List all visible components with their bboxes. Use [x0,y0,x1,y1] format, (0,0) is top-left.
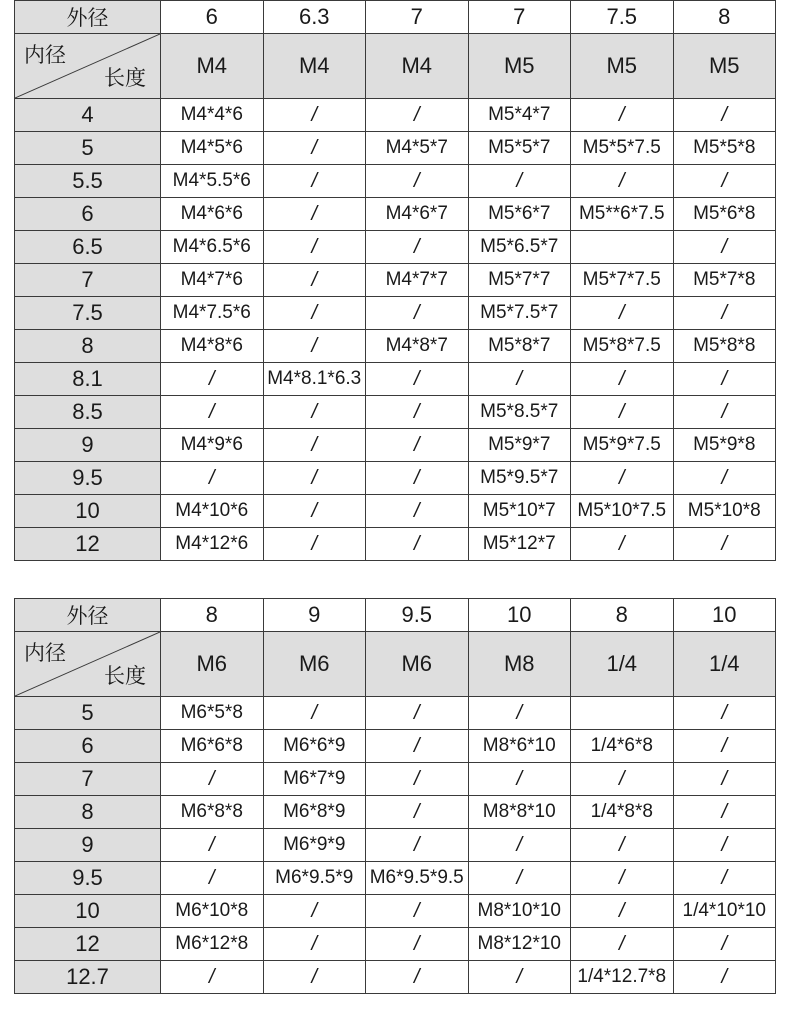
part-number-cell: M4*8*6 [161,330,264,363]
unavailable-cell: / [263,697,366,730]
outer-diameter-label: 外径 [15,1,161,34]
table-row [15,363,776,396]
length-value: 6 [15,198,161,231]
length-value: 9 [15,429,161,462]
unavailable-cell: / [673,961,776,994]
outer-diameter-value: 7.5 [571,1,674,34]
unavailable-cell: / [673,462,776,495]
thread-value: M4 [366,34,469,99]
table-row [15,961,776,994]
unavailable-cell: / [571,528,674,561]
unavailable-cell: / [571,895,674,928]
outer-diameter-value: 6.3 [263,1,366,34]
table-row [15,928,776,961]
outer-diameter-value: 8 [571,599,674,632]
length-value: 12 [15,928,161,961]
table-row [15,495,776,528]
thread-value: M4 [161,34,264,99]
unavailable-cell: / [263,198,366,231]
unavailable-cell: / [263,165,366,198]
outer-diameter-value: 8 [161,599,264,632]
unavailable-cell: / [673,829,776,862]
table-row [15,297,776,330]
table-row [15,697,776,730]
length-value: 10 [15,895,161,928]
part-number-cell: M8*12*10 [468,928,571,961]
part-number-cell: M4*12*6 [161,528,264,561]
thread-row [15,632,776,697]
unavailable-cell: / [366,363,469,396]
part-number-cell: M4*7.5*6 [161,297,264,330]
unavailable-cell: / [263,99,366,132]
unavailable-cell: / [673,297,776,330]
unavailable-cell: / [673,928,776,961]
unavailable-cell: / [366,928,469,961]
unavailable-cell: / [366,429,469,462]
part-number-cell: M6*8*9 [263,796,366,829]
table-row [15,198,776,231]
unavailable-cell: / [673,231,776,264]
thread-value: M5 [571,34,674,99]
unavailable-cell: / [161,363,264,396]
part-number-cell: M4*9*6 [161,429,264,462]
unavailable-cell: / [263,396,366,429]
part-number-cell: M5*10*8 [673,495,776,528]
outer-diameter-value: 9 [263,599,366,632]
thread-value: M6 [366,632,469,697]
thread-value: 1/4 [571,632,674,697]
unavailable-cell: / [366,231,469,264]
table-row [15,730,776,763]
part-number-cell: M6*9.5*9.5 [366,862,469,895]
part-number-cell: M5*6*8 [673,198,776,231]
part-number-cell: M5*12*7 [468,528,571,561]
unavailable-cell: / [366,297,469,330]
part-number-cell: M8*10*10 [468,895,571,928]
part-number-cell: M4*6*7 [366,198,469,231]
part-number-cell: M4*10*6 [161,495,264,528]
unavailable-cell: / [571,165,674,198]
length-value: 12.7 [15,961,161,994]
part-number-cell: M5*5*8 [673,132,776,165]
part-number-cell: M4*5*7 [366,132,469,165]
unavailable-cell: / [263,132,366,165]
unavailable-cell: / [161,396,264,429]
part-number-cell: M5*4*7 [468,99,571,132]
part-number-cell: 1/4*12.7*8 [571,961,674,994]
unavailable-cell: / [263,330,366,363]
part-number-cell: M6*5*8 [161,697,264,730]
thread-value: M8 [468,632,571,697]
part-number-cell: M4*4*6 [161,99,264,132]
part-number-cell: M6*8*8 [161,796,264,829]
unavailable-cell: / [366,99,469,132]
length-value: 5.5 [15,165,161,198]
part-number-cell: M6*6*8 [161,730,264,763]
table-row [15,429,776,462]
thread-value: M4 [263,34,366,99]
unavailable-cell: / [571,763,674,796]
part-number-cell: M8*8*10 [468,796,571,829]
length-label: 长度 [104,67,146,90]
part-number-cell: M5*5*7.5 [571,132,674,165]
table-row [15,132,776,165]
table-row [15,796,776,829]
unavailable-cell: / [161,763,264,796]
part-number-cell: M5*9*8 [673,429,776,462]
part-number-cell: M5*7*7 [468,264,571,297]
part-number-cell: 1/4*6*8 [571,730,674,763]
part-number-cell: M4*7*6 [161,264,264,297]
unavailable-cell: / [468,961,571,994]
thread-value: 1/4 [673,632,776,697]
outer-diameter-value: 7 [366,1,469,34]
part-number-cell: M5*6*7 [468,198,571,231]
part-number-cell: M4*8.1*6.3 [263,363,366,396]
thread-value: M5 [673,34,776,99]
unavailable-cell: / [571,396,674,429]
unavailable-cell: / [673,763,776,796]
table-row [15,829,776,862]
unavailable-cell: / [366,961,469,994]
unavailable-cell: / [263,528,366,561]
part-number-cell: M6*12*8 [161,928,264,961]
outer-diameter-value: 9.5 [366,599,469,632]
unavailable-cell: / [673,363,776,396]
unavailable-cell: / [366,796,469,829]
length-value: 9.5 [15,862,161,895]
empty-cell [571,697,674,730]
unavailable-cell: / [366,763,469,796]
unavailable-cell: / [263,429,366,462]
unavailable-cell: / [571,862,674,895]
unavailable-cell: / [366,697,469,730]
unavailable-cell: / [468,165,571,198]
unavailable-cell: / [468,763,571,796]
length-value: 8.1 [15,363,161,396]
length-value: 4 [15,99,161,132]
unavailable-cell: / [161,462,264,495]
part-number-cell: M4*5*6 [161,132,264,165]
length-value: 8 [15,330,161,363]
length-value: 6.5 [15,231,161,264]
table-row [15,763,776,796]
unavailable-cell: / [673,99,776,132]
length-value: 6 [15,730,161,763]
part-number-cell: M5*6.5*7 [468,231,571,264]
unavailable-cell: / [263,264,366,297]
part-number-cell: M8*6*10 [468,730,571,763]
outer-diameter-value: 8 [673,1,776,34]
unavailable-cell: / [468,862,571,895]
part-number-cell: M5*7.5*7 [468,297,571,330]
part-number-cell: 1/4*10*10 [673,895,776,928]
thread-value: M6 [263,632,366,697]
diagonal-header-cell [15,632,161,697]
diagonal-header-cell [15,34,161,99]
part-number-cell: M5*7*7.5 [571,264,674,297]
length-value: 7 [15,763,161,796]
unavailable-cell: / [263,495,366,528]
part-number-cell: M4*8*7 [366,330,469,363]
table-row [15,165,776,198]
thread-row [15,34,776,99]
unavailable-cell: / [673,796,776,829]
unavailable-cell: / [673,396,776,429]
length-value: 12 [15,528,161,561]
part-number-cell: M5*7*8 [673,264,776,297]
table-row [15,264,776,297]
part-number-cell: M5*10*7.5 [571,495,674,528]
unavailable-cell: / [263,462,366,495]
outer-diameter-value: 6 [161,1,264,34]
unavailable-cell: / [366,462,469,495]
unavailable-cell: / [366,396,469,429]
unavailable-cell: / [263,928,366,961]
length-label: 长度 [104,665,146,688]
part-number-cell: M5**6*7.5 [571,198,674,231]
unavailable-cell: / [673,862,776,895]
unavailable-cell: / [571,829,674,862]
part-number-cell: M5*8*7 [468,330,571,363]
length-value: 9.5 [15,462,161,495]
table-row [15,862,776,895]
length-value: 5 [15,132,161,165]
unavailable-cell: / [571,363,674,396]
part-number-cell: M6*10*8 [161,895,264,928]
unavailable-cell: / [161,829,264,862]
outer-diameter-row [15,1,776,34]
unavailable-cell: / [571,928,674,961]
spec-table-1-body [15,1,776,561]
unavailable-cell: / [263,895,366,928]
outer-diameter-value: 10 [673,599,776,632]
table-row [15,396,776,429]
unavailable-cell: / [263,961,366,994]
length-value: 7 [15,264,161,297]
table-row [15,528,776,561]
table-row [15,231,776,264]
unavailable-cell: / [673,528,776,561]
unavailable-cell: / [263,297,366,330]
part-number-cell: M5*9.5*7 [468,462,571,495]
spec-table-2 [14,598,776,994]
table-row [15,330,776,363]
part-number-cell: M6*7*9 [263,763,366,796]
unavailable-cell: / [571,462,674,495]
unavailable-cell: / [366,495,469,528]
unavailable-cell: / [673,165,776,198]
part-number-cell: M5*8*8 [673,330,776,363]
table-row [15,462,776,495]
part-number-cell: M5*5*7 [468,132,571,165]
part-number-cell: M4*6.5*6 [161,231,264,264]
unavailable-cell: / [366,528,469,561]
unavailable-cell: / [161,961,264,994]
length-value: 8 [15,796,161,829]
unavailable-cell: / [468,829,571,862]
length-value: 10 [15,495,161,528]
unavailable-cell: / [571,297,674,330]
unavailable-cell: / [366,829,469,862]
length-value: 7.5 [15,297,161,330]
outer-diameter-value: 10 [468,599,571,632]
table-row [15,99,776,132]
unavailable-cell: / [673,730,776,763]
unavailable-cell: / [673,697,776,730]
length-value: 9 [15,829,161,862]
unavailable-cell: / [366,895,469,928]
outer-diameter-value: 7 [468,1,571,34]
empty-cell [571,231,674,264]
inner-diameter-label: 内径 [24,44,66,67]
unavailable-cell: / [263,231,366,264]
outer-diameter-row [15,599,776,632]
thread-value: M6 [161,632,264,697]
part-number-cell: M6*9.5*9 [263,862,366,895]
part-number-cell: M5*9*7 [468,429,571,462]
part-number-cell: M4*6*6 [161,198,264,231]
thread-value: M5 [468,34,571,99]
inner-diameter-label: 内径 [24,642,66,665]
part-number-cell: M5*8.5*7 [468,396,571,429]
unavailable-cell: / [571,99,674,132]
part-number-cell: M5*9*7.5 [571,429,674,462]
unavailable-cell: / [468,363,571,396]
table-row [15,895,776,928]
length-value: 5 [15,697,161,730]
spec-table-2-body [15,599,776,994]
part-number-cell: M5*10*7 [468,495,571,528]
part-number-cell: M6*9*9 [263,829,366,862]
unavailable-cell: / [366,165,469,198]
unavailable-cell: / [366,730,469,763]
part-number-cell: M5*8*7.5 [571,330,674,363]
unavailable-cell: / [468,697,571,730]
outer-diameter-label: 外径 [15,599,161,632]
part-number-cell: 1/4*8*8 [571,796,674,829]
part-number-cell: M4*5.5*6 [161,165,264,198]
part-number-cell: M6*6*9 [263,730,366,763]
part-number-cell: M4*7*7 [366,264,469,297]
spec-table-1 [14,0,776,561]
unavailable-cell: / [161,862,264,895]
length-value: 8.5 [15,396,161,429]
